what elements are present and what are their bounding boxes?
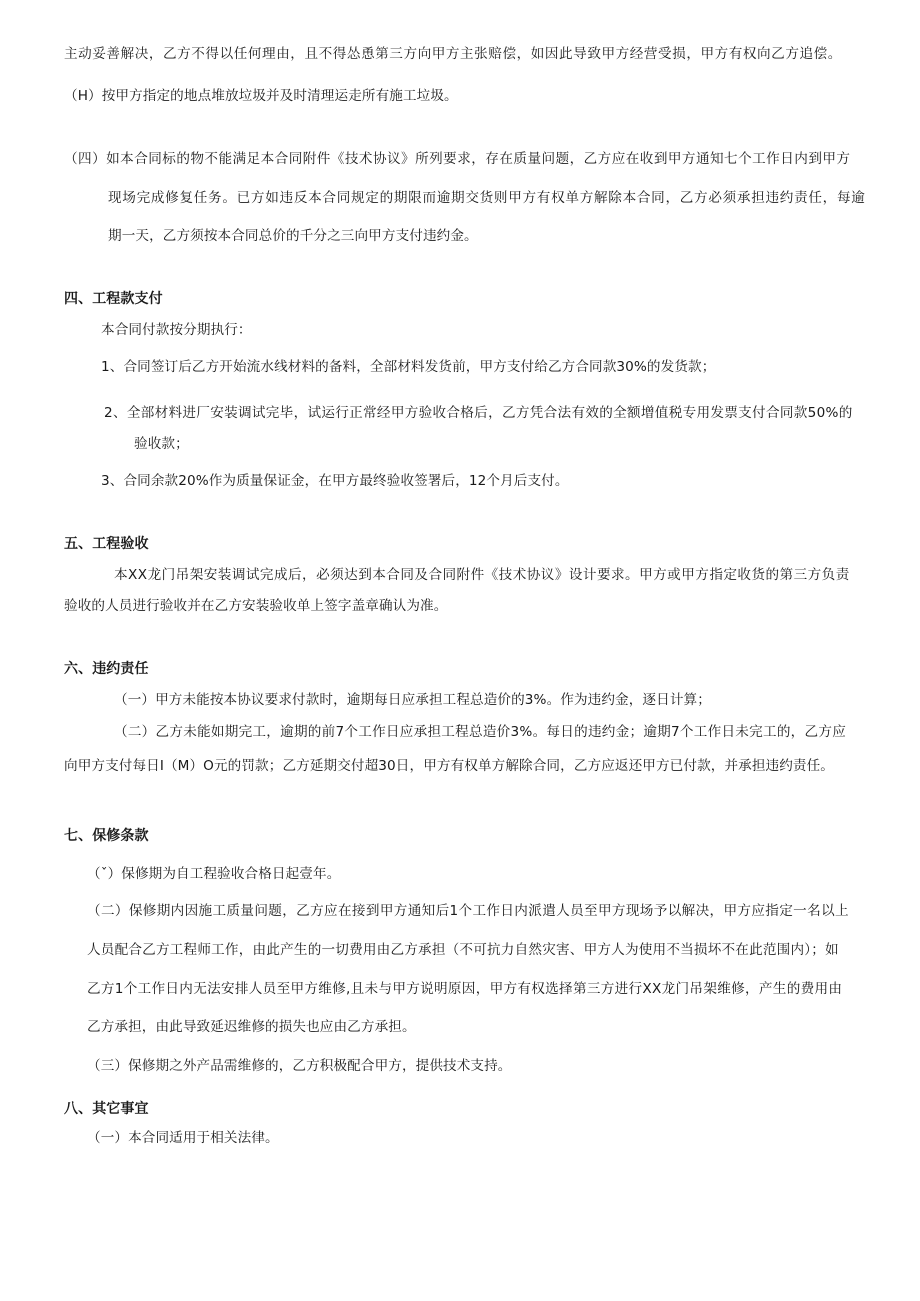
intro-item-h: （H）按甲方指定的地点堆放垃圾并及时清理运走所有施工垃圾。 [64, 88, 458, 104]
payment-item-2-line-1: 2、全部材料进厂安装调试完毕，试运行正常经甲方验收合格后，乙方凭合法有效的全额增值税专用发票支付合同款50%的 [104, 405, 853, 421]
section-5-heading: 五、工程验收 [64, 536, 149, 552]
clause-4-line-1: （四）如本合同标的物不能满足本合同附件《技术协议》所列要求，存在质量问题，乙方应在收到甲方通知七个工作日内到甲方 [64, 151, 851, 167]
section-4-intro: 本合同付款按分期执行： [101, 322, 252, 338]
warranty-item-1: （ˇ）保修期为自工程验收合格日起壹年。 [87, 866, 341, 882]
clause-4-line-2: 现场完成修复任务。已方如违反本合同规定的期限而逾期交货则甲方有权单方解除本合同，乙方必须承担违约责任，每逾 [108, 190, 866, 206]
other-item-1: （一）本合同适用于相关法律。 [87, 1130, 279, 1146]
section-6-heading: 六、违约责任 [64, 661, 149, 677]
warranty-item-2-line-2: 人员配合乙方工程师工作，由此产生的一切费用由乙方承担（不可抗力自然灾害、甲方人为使用不当损坏不在此范围内）；如 [87, 942, 839, 958]
warranty-item-2-line-3: 乙方1个工作日内无法安排人员至甲方维修,且未与甲方说明原因，甲方有权选择第三方进行XX龙门吊架维修，产生的费用由 [87, 981, 843, 997]
payment-item-2-line-2: 验收款； [134, 436, 189, 452]
payment-item-3: 3、合同余款20%作为质量保证金，在甲方最终验收签署后，12个月后支付。 [101, 473, 569, 489]
section-5-line-2: 验收的人员进行验收并在乙方安装验收单上签字盖章确认为准。 [64, 598, 448, 614]
penalty-item-2-line-2: 向甲方支付每日I（M）O元的罚款；乙方延期交付超30日，甲方有权单方解除合同，乙方应返还甲方已付款，并承担违约责任。 [64, 758, 834, 774]
penalty-item-2-line-1: （二）乙方未能如期完工，逾期的前7个工作日应承担工程总造价3%。每日的违约金；逾期7个工作日未完工的，乙方应 [114, 724, 847, 740]
section-7-heading: 七、保修条款 [64, 828, 149, 844]
intro-line: 主动妥善解决，乙方不得以任何理由，且不得怂恿第三方向甲方主张赔偿，如因此导致甲方经营受损，甲方有权向乙方追偿。 [64, 46, 842, 62]
clause-4-line-3: 期一天，乙方须按本合同总价的千分之三向甲方支付违约金。 [108, 228, 478, 244]
section-8-heading: 八、其它事宜 [64, 1101, 149, 1117]
warranty-item-3: （三）保修期之外产品需维修的，乙方积极配合甲方，提供技术支持。 [87, 1058, 512, 1074]
payment-item-1: 1、合同签订后乙方开始流水线材料的备料，全部材料发货前，甲方支付给乙方合同款30%的发货款； [101, 359, 716, 375]
warranty-item-2-line-1: （二）保修期内因施工质量问题，乙方应在接到甲方通知后1个工作日内派遣人员至甲方现场予以解决，甲方应指定一名以上 [87, 903, 849, 919]
section-5-line-1: 本XX龙门吊架安装调试完成后，必须达到本合同及合同附件《技术协议》设计要求。甲方或甲方指定收货的第三方负责 [114, 567, 850, 583]
penalty-item-1: （一）甲方未能按本协议要求付款时，逾期每日应承担工程总造价的3%。作为违约金，逐日计算； [114, 692, 711, 708]
section-4-heading: 四、工程款支付 [64, 291, 163, 307]
warranty-item-2-line-4: 乙方承担，由此导致延迟维修的损失也应由乙方承担。 [87, 1019, 416, 1035]
